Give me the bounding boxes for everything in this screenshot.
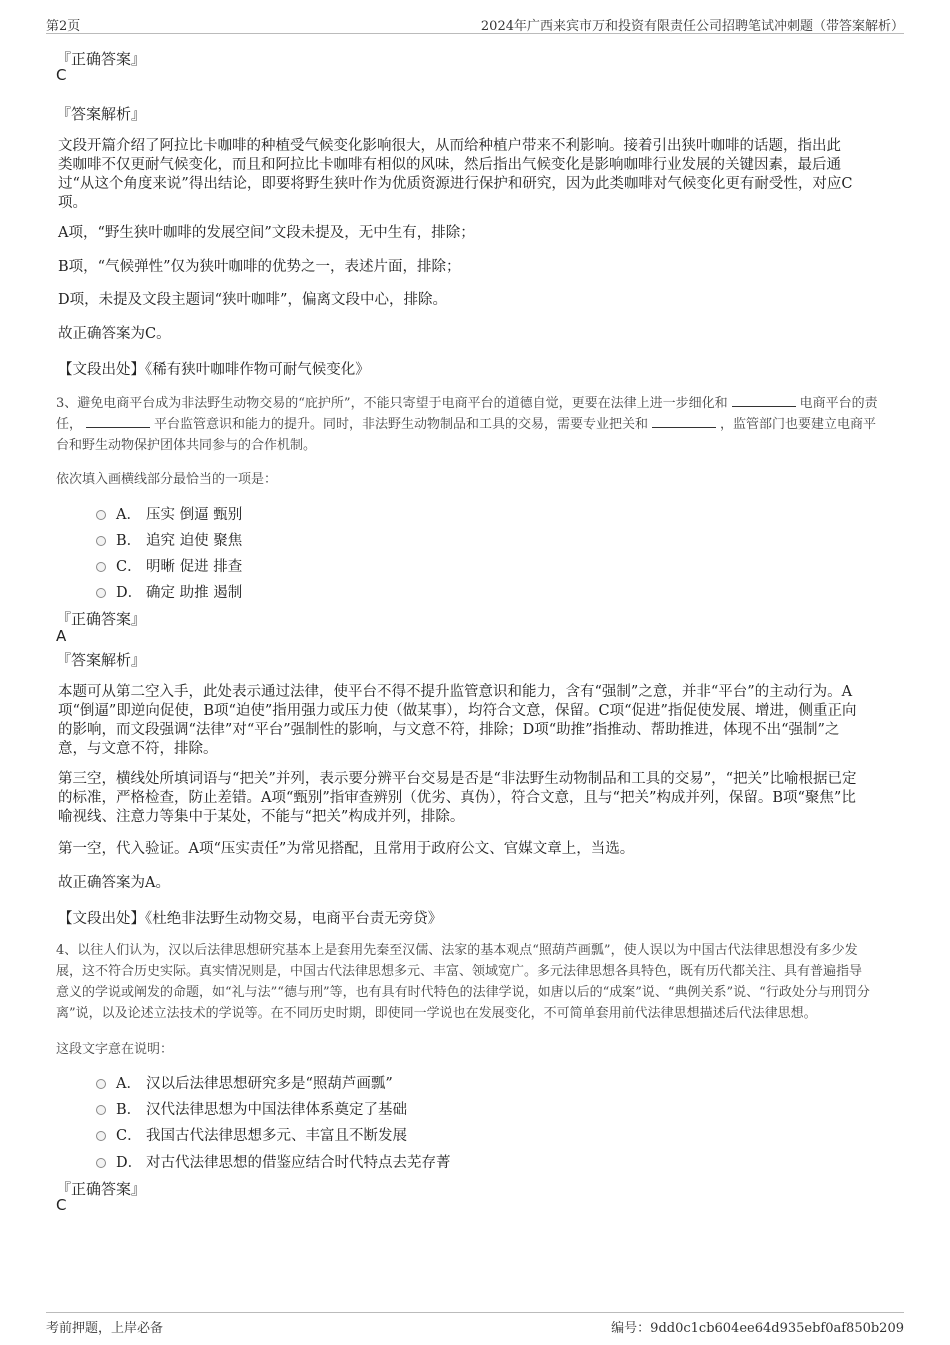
analysis-paragraph xyxy=(58,137,898,213)
analysis-paragraph xyxy=(58,683,898,759)
answer-label: 『正确答案』 xyxy=(56,50,147,68)
text-line: 离”说，以及论述立法技术的学说等。在不同历史时期，即使同一学说也在发展变化，不可简单套用前代法律思想描述后代法律思想。 xyxy=(56,1006,817,1021)
radio-icon[interactable] xyxy=(96,1105,106,1115)
analysis-option-a: A项，“野生狭叶咖啡的发展空间”文段未提及，无中生有，排除； xyxy=(58,225,475,241)
analysis-label: 『答案解析』 xyxy=(56,105,147,123)
fill-blank xyxy=(86,415,150,428)
option-a[interactable]: A． 汉以后法律思想研究多是“照葫芦画瓢” xyxy=(96,1072,393,1093)
text-line: 台和野生动物保护团体共同参与的合作机制。 xyxy=(56,438,317,453)
answer-label: 『正确答案』 xyxy=(56,610,147,628)
passage-source: 【文段出处】《稀有狭叶咖啡作物可耐气候变化》 xyxy=(58,362,370,378)
correct-answer: A xyxy=(56,627,67,645)
analysis-option-d: D项，未提及文段主题词“狭叶咖啡”，偏离文段中心，排除。 xyxy=(58,292,447,308)
text-line: 展，这不符合历史实际。真实情况则是，中国古代法律思想多元、丰富、领域宽广。多元法律思想各具特色，既有历代都关注、具有普遍指导 xyxy=(56,964,863,979)
page-footer xyxy=(46,1312,904,1337)
text-line: 4、以往人们认为，汉以后法律思想研究基本上是套用先秦至汉儒、法家的基本观点“照葫芦画瓢”，使人误以为中国古代法律思想没有多少发 xyxy=(56,943,858,958)
option-c[interactable]: C． 我国古代法律思想多元、丰富且不断发展 xyxy=(96,1124,407,1145)
passage-source: 【文段出处】《杜绝非法野生动物交易，电商平台责无旁贷》 xyxy=(58,911,443,927)
fill-blank xyxy=(652,415,716,428)
document-title: 2024年广西来宾市万和投资有限责任公司招聘笔试冲刺题（带答案解析） xyxy=(480,19,904,34)
text-line: 项“倒逼”即逆向促使，B项“迫使”指用强力或压力使（做某事），均符合文意，保留。C项“促进”指促使发展、增进，侧重正向 xyxy=(58,703,857,719)
text-line: 过“从这个角度来说”得出结论，即要将野生狭叶作为优质资源进行保护和研究，因为此类咖啡对气候变化更有耐受性，对应C xyxy=(58,176,853,192)
analysis-conclusion: 故正确答案为C。 xyxy=(58,326,171,342)
option-d[interactable]: D． 对古代法律思想的借鉴应结合时代特点去芜存菁 xyxy=(96,1151,451,1172)
question-prompt: 依次填入画横线部分最恰当的一项是： xyxy=(56,472,278,487)
option-a[interactable]: A． 压实 倒逼 甄别 xyxy=(96,503,242,524)
footer-slogan: 考前押题，上岸必备 xyxy=(46,1321,164,1336)
radio-icon[interactable] xyxy=(96,510,106,520)
text-line: 类咖啡不仅更耐气候变化，而且和阿拉比卡咖啡有相似的风味，然后指出气候变化是影响咖啡行业发展的关键因素，最后通 xyxy=(58,157,841,173)
radio-icon[interactable] xyxy=(96,588,106,598)
analysis-conclusion: 故正确答案为A。 xyxy=(58,875,170,891)
text-line: 第三空，横线处所填词语与“把关”并列，表示要分辨平台交易是否是“非法野生动物制品和工具的交易”，“把关”比喻根据已定 xyxy=(58,771,857,787)
question-prompt: 这段文字意在说明： xyxy=(56,1042,174,1057)
text-line: 意，与文意不符，排除。 xyxy=(58,741,218,757)
text-line: 任， 平台监管意识和能力的提升。同时，非法野生动物制品和工具的交易，需要专业把关和 ，监管部门也要建立电商平 xyxy=(56,417,877,432)
question-stem xyxy=(56,393,901,456)
radio-icon[interactable] xyxy=(96,1158,106,1168)
radio-icon[interactable] xyxy=(96,536,106,546)
option-d[interactable]: D． 确定 助推 遏制 xyxy=(96,581,242,602)
text-line: 意义的学说或阐发的命题，如“礼与法”“德与刑”等，也有具有时代特色的法律学说，如唐以后的“成案”说、“典例关系”说、“行政处分与刑罚分 xyxy=(56,985,870,1000)
analysis-paragraph xyxy=(58,770,898,827)
document-code: 编号：9dd0c1cb604ee64d935ebf0af850b209 xyxy=(611,1321,904,1336)
option-c[interactable]: C． 明晰 促进 排查 xyxy=(96,555,242,576)
question-stem xyxy=(56,940,901,1024)
analysis-paragraph: 第一空，代入验证。A项“压实责任”为常见搭配，且常用于政府公文、官媒文章上，当选。 xyxy=(58,841,635,857)
text-line: 的影响，而文段强调“法律”对“平台”强制性的影响，与文意不符，排除；D项“助推”指推动、帮助推进，体现不出“强制”之 xyxy=(58,722,840,738)
text-line: 3、避免电商平台成为非法野生动物交易的“庇护所”，不能只寄望于电商平台的道德自觉，更要在法律上进一步细化和 电商平台的责 xyxy=(56,396,878,411)
correct-answer: C xyxy=(56,1196,67,1214)
page-header xyxy=(46,13,904,34)
text-line: 文段开篇介绍了阿拉比卡咖啡的种植受气候变化影响很大，从而给种植户带来不利影响。接着引出狭叶咖啡的话题，指出此 xyxy=(58,138,841,154)
fill-blank xyxy=(732,394,796,407)
page-number: 第2页 xyxy=(46,19,81,34)
correct-answer: C xyxy=(56,66,67,84)
text-line: 的标准，严格检查，防止差错。A项“甄别”指审查辨别（优劣、真伪），符合文意，且与“把关”构成并列，保留。B项“聚焦”比 xyxy=(58,790,856,806)
analysis-label: 『答案解析』 xyxy=(56,651,147,669)
text-line: 项。 xyxy=(58,195,87,211)
answer-label: 『正确答案』 xyxy=(56,1180,147,1198)
option-b[interactable]: B． 追究 迫使 聚焦 xyxy=(96,529,242,550)
option-b[interactable]: B． 汉代法律思想为中国法律体系奠定了基础 xyxy=(96,1098,407,1119)
text-line: 本题可从第二空入手，此处表示通过法律，使平台不得不提升监管意识和能力，含有“强制”之意，并非“平台”的主动行为。A xyxy=(58,684,853,700)
radio-icon[interactable] xyxy=(96,562,106,572)
analysis-option-b: B项，“气候弹性”仅为狭叶咖啡的优势之一，表述片面，排除； xyxy=(58,259,461,275)
text-line: 喻视线、注意力等集中于某处，不能与“把关”构成并列，排除。 xyxy=(58,809,465,825)
radio-icon[interactable] xyxy=(96,1131,106,1141)
radio-icon[interactable] xyxy=(96,1079,106,1089)
